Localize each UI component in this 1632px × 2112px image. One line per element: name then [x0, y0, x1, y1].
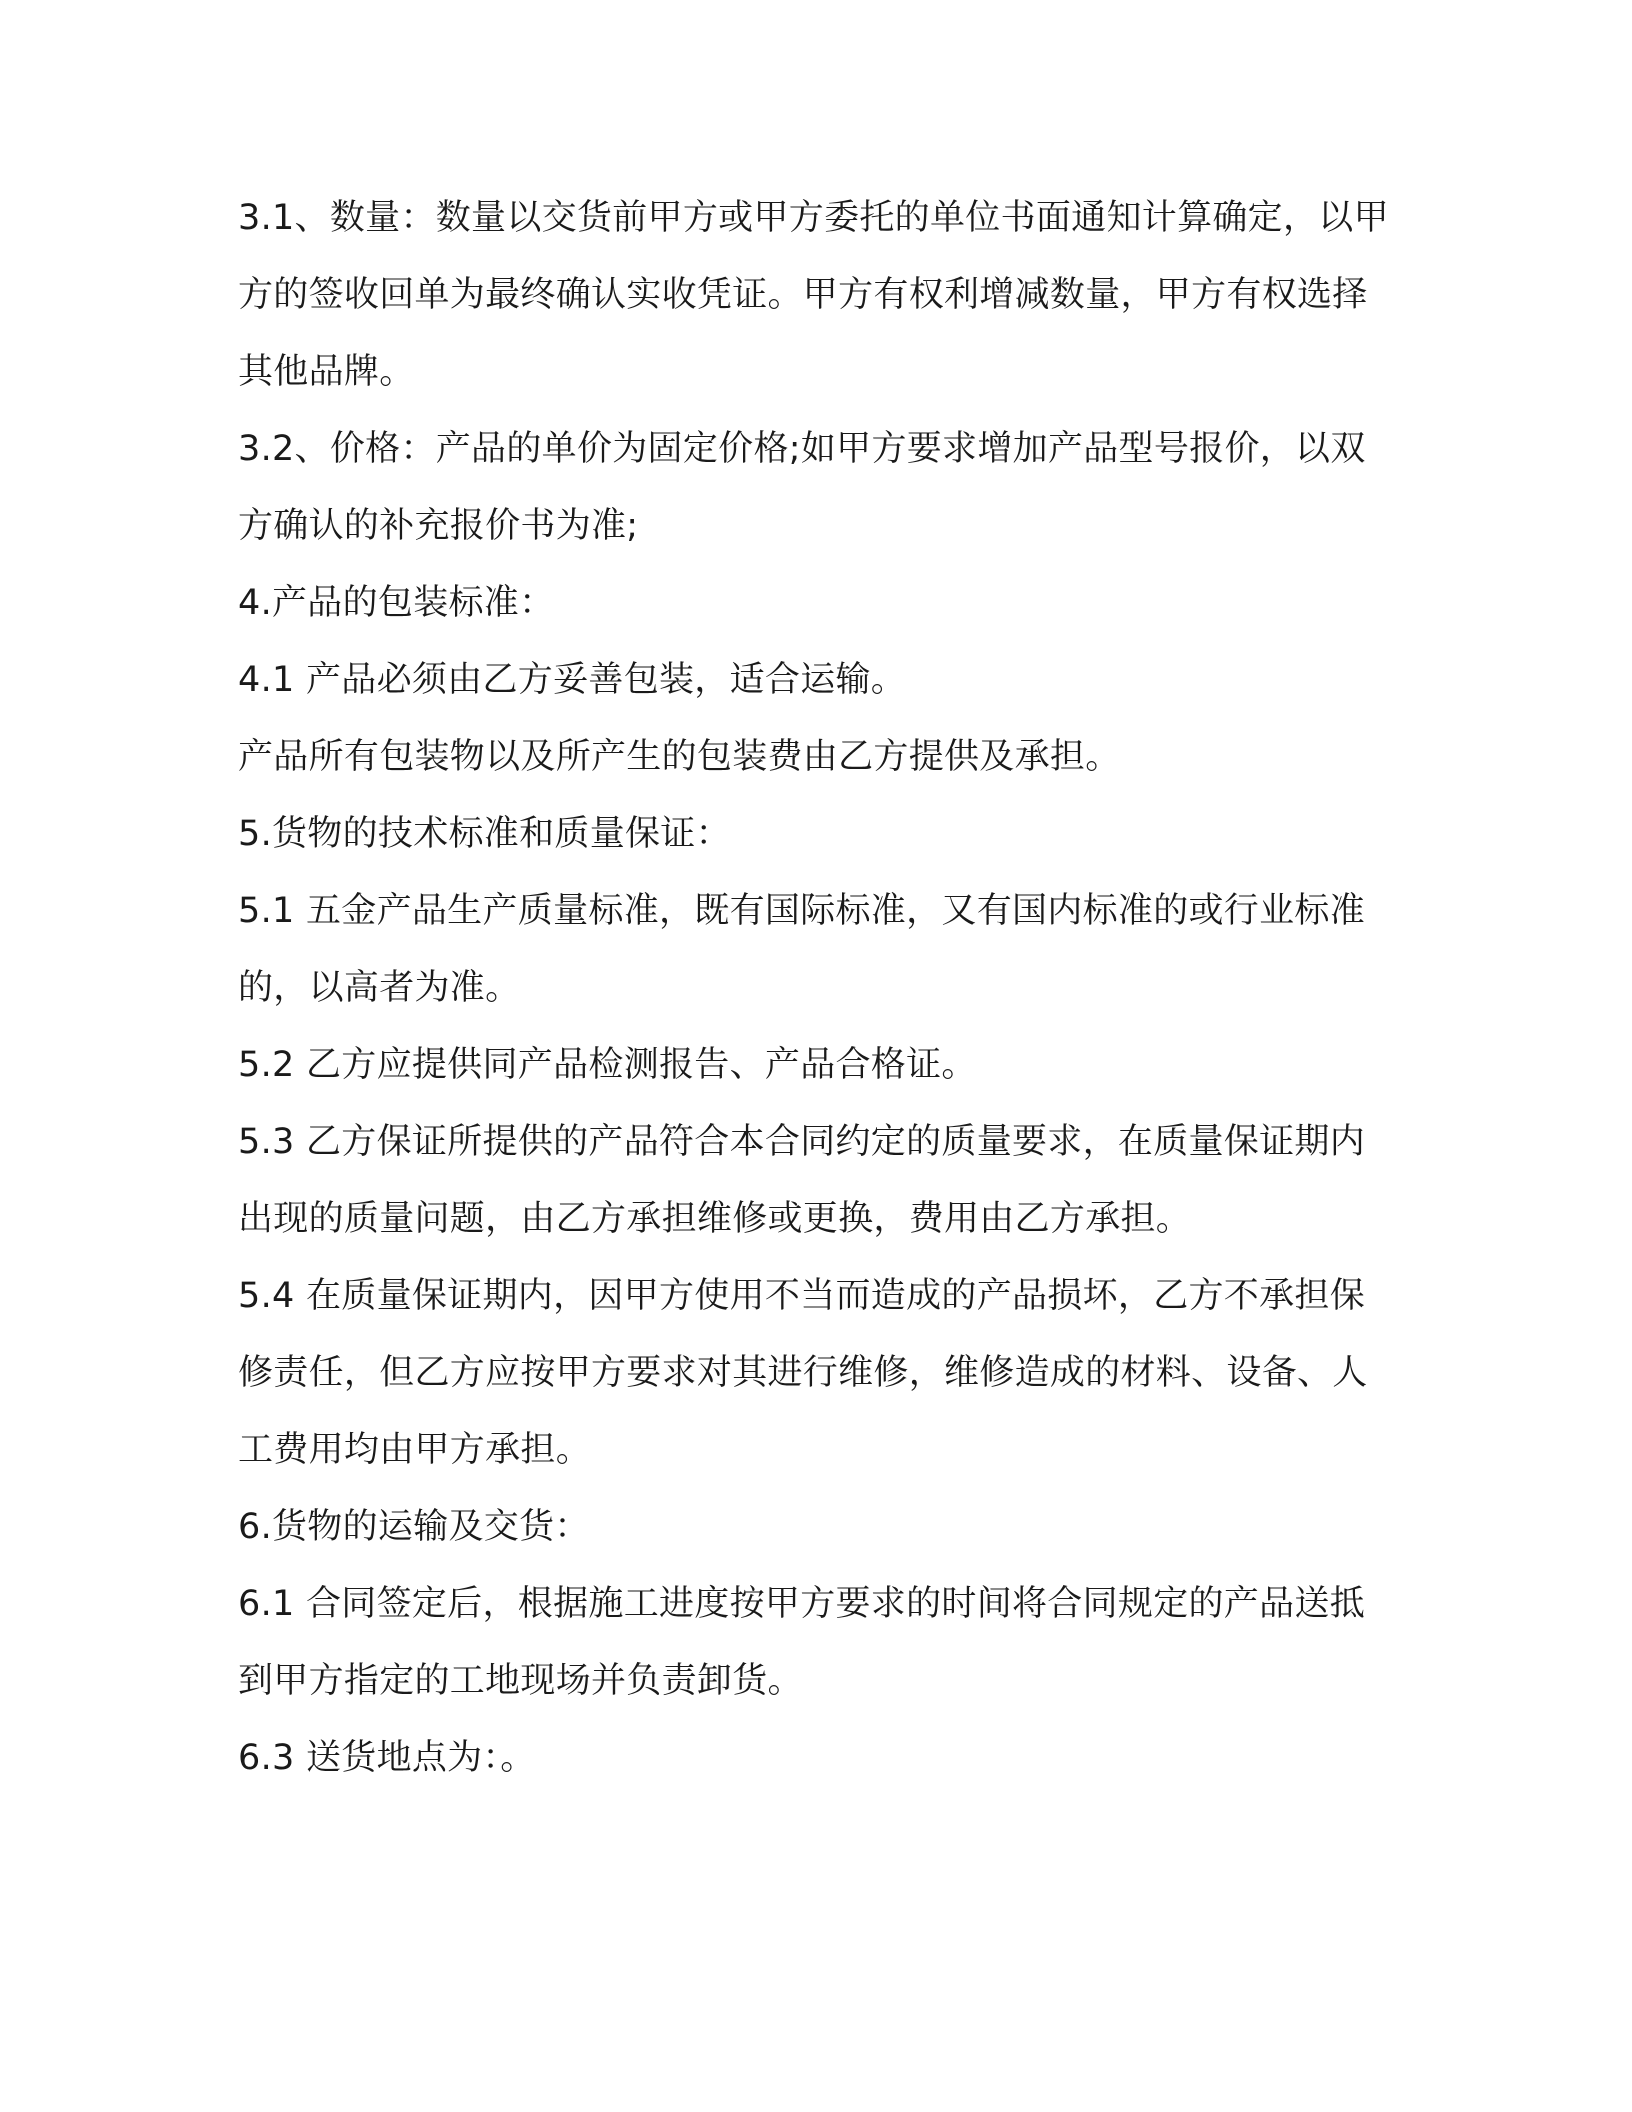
section-5-heading: 5.货物的技术标准和质量保证：: [238, 814, 731, 854]
clause-5-2-reports: 5.2 乙方应提供同产品检测报告、产品合格证。: [238, 1045, 977, 1085]
clause-4-1-packaging: 4.1 产品必须由乙方妥善包装，适合运输。: [238, 660, 907, 700]
section-6-heading: 6.货物的运输及交货：: [238, 1507, 590, 1547]
clause-3-2-price: 3.2、价格：产品的单价为固定价格;如甲方要求增加产品型号报价，以双方确认的补充报价书为准;: [238, 429, 1366, 546]
clause-4-1-packaging-cost: 产品所有包装物以及所产生的包装费由乙方提供及承担。: [238, 737, 1121, 777]
clause-5-4-misuse: 5.4 在质量保证期内，因甲方使用不当而造成的产品损坏，乙方不承担保修责任，但乙方应按甲方要求对其进行维修，维修造成的材料、设备、人工费用均由甲方承担。: [238, 1276, 1368, 1470]
clause-5-1-standard: 5.1 五金产品生产质量标准，既有国际标准，又有国内标准的或行业标准的，以高者为准。: [238, 891, 1365, 1008]
clause-5-3-warranty: 5.3 乙方保证所提供的产品符合本合同约定的质量要求，在质量保证期内出现的质量问题，由乙方承担维修或更换，费用由乙方承担。: [238, 1122, 1365, 1239]
clause-6-3-location: 6.3 送货地点为：。: [238, 1738, 536, 1778]
clause-3-1-quantity: 3.1、数量：数量以交货前甲方或甲方委托的单位书面通知计算确定，以甲方的签收回单为最终确认实收凭证。甲方有权利增减数量，甲方有权选择其他品牌。: [238, 198, 1389, 392]
clause-6-1-delivery: 6.1 合同签定后，根据施工进度按甲方要求的时间将合同规定的产品送抵到甲方指定的工地现场并负责卸货。: [238, 1584, 1365, 1701]
section-4-heading: 4.产品的包装标准：: [238, 583, 555, 623]
document-body: [238, 180, 1398, 1797]
